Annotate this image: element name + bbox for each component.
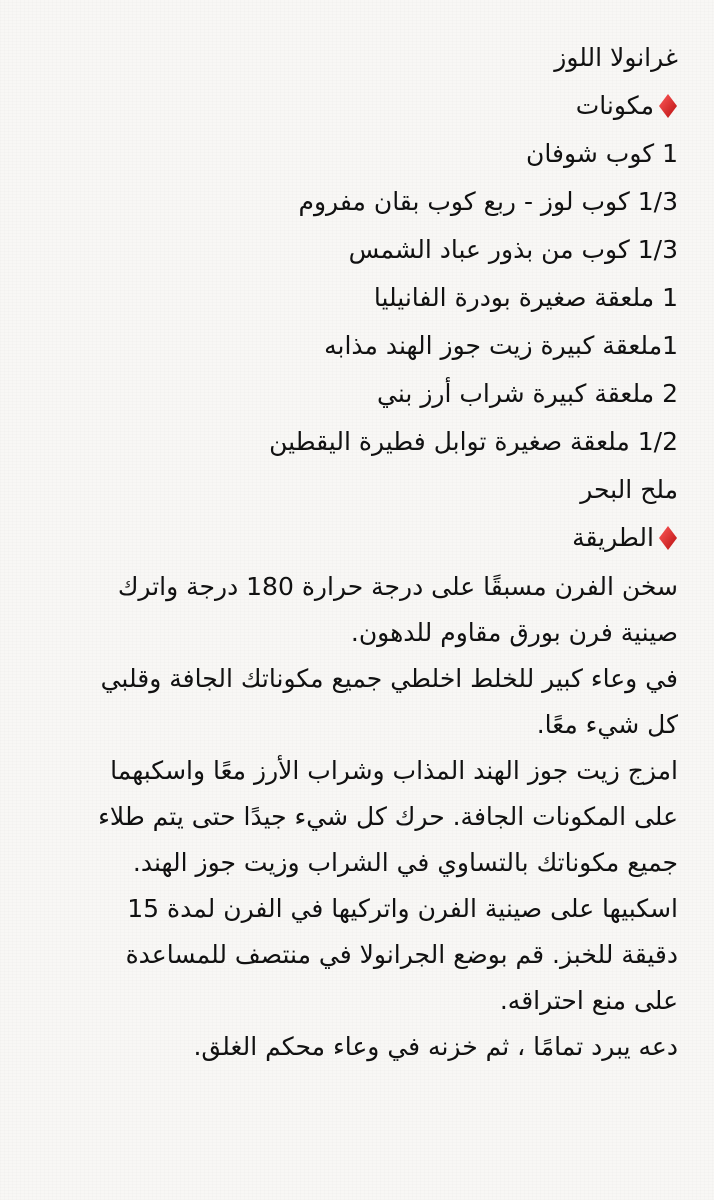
ingredients-heading: مكونات <box>575 91 654 120</box>
method-heading: الطريقة <box>572 523 654 552</box>
ingredient-item: 1 ملعقة صغيرة بودرة الفانيليا <box>373 283 678 312</box>
ingredient-item: 1 كوب شوفان <box>526 139 678 168</box>
ingredient-item: 2 ملعقة كبيرة شراب أرز بني <box>377 379 678 408</box>
method-section <box>94 564 678 1070</box>
ingredient-item: 1/3 كوب لوز - ربع كوب بقان مفروم <box>298 187 678 216</box>
ingredient-item: 1/2 ملعقة صغيرة توابل فطيرة اليقطين <box>269 427 678 456</box>
method-step: اسكبيها على صينية الفرن واتركيها في الفرن لمدة 15 دقيقة للخبز. قم بوضع الجرانولا في منتصف للمساعدة على منع احتراقه. <box>125 894 678 1015</box>
recipe-note[interactable] <box>78 34 678 1070</box>
method-step: سخن الفرن مسبقًا على درجة حرارة 180 درجة واترك صينية فرن بورق مقاوم للدهون. <box>117 572 678 647</box>
method-step: امزج زيت جوز الهند المذاب وشراب الأرز معًا واسكبهما على المكونات الجافة. حرك كل شيء جيدًا حتى يتم طلاء جميع مكوناتك بالتساوي في الشراب وزيت جوز الهند. <box>98 756 678 877</box>
ingredient-item: 1/3 كوب من بذور عباد الشمس <box>348 235 678 264</box>
ingredients-heading-row <box>78 82 678 130</box>
red-diamond-icon <box>658 93 678 119</box>
method-heading-row <box>78 514 678 562</box>
red-diamond-icon <box>658 525 678 551</box>
recipe-title: غرانولا اللوز <box>554 43 678 72</box>
ingredient-item: ملح البحر <box>580 475 678 504</box>
method-step: في وعاء كبير للخلط اخلطي جميع مكوناتك الجافة وقلبي كل شيء معًا. <box>100 664 678 739</box>
method-step: دعه يبرد تمامًا ، ثم خزنه في وعاء محكم الغلق. <box>193 1032 678 1061</box>
ingredient-item: 1ملعقة كبيرة زيت جوز الهند مذابه <box>324 331 678 360</box>
